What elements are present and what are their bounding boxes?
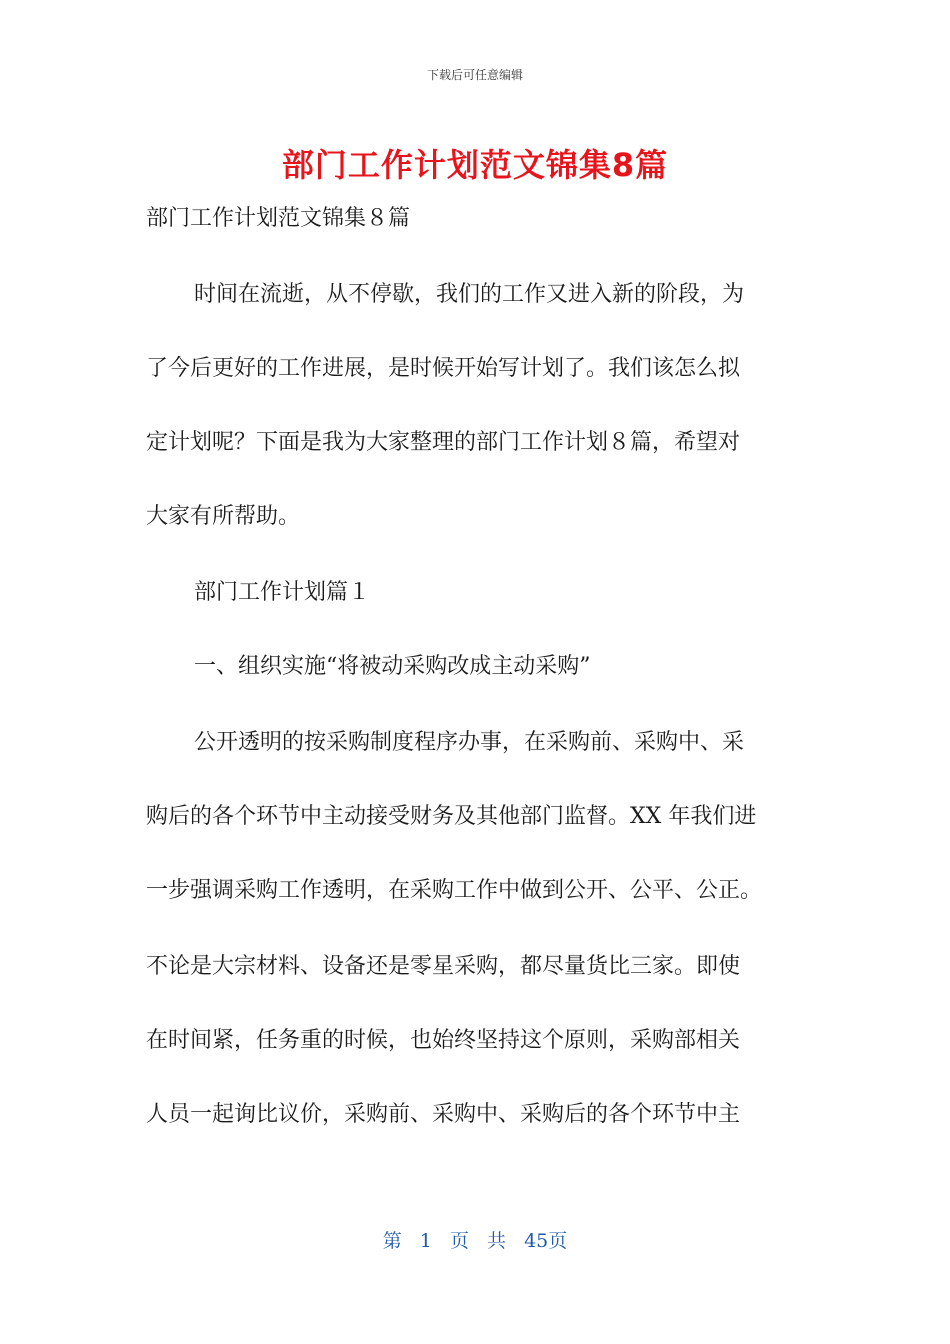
paragraph-line: 人员一起询比议价，采购前、采购中、采购后的各个环节中主: [146, 1102, 741, 1127]
paragraph-line: 不论是大宗材料、设备还是零星采购，都尽量货比三家。即使: [146, 954, 741, 979]
footer-page-unit: 页: [449, 1230, 469, 1252]
paragraph-line: 公开透明的按采购制度程序办事，在采购前、采购中、采: [194, 730, 745, 755]
paragraph-line: 了今后更好的工作进展，是时候开始写计划了。我们该怎么拟: [146, 356, 741, 381]
section-heading: 部门工作计划篇１: [194, 580, 371, 605]
footer-current-page: 1: [419, 1230, 432, 1252]
header-note: 下载后可任意编辑: [426, 68, 523, 82]
paragraph-line: 时间在流逝，从不停歇，我们的工作又进入新的阶段，为: [194, 282, 745, 307]
subsection-heading: 一、组织实施“将被动采购改成主动采购”: [194, 654, 591, 679]
paragraph-line: 大家有所帮助。: [146, 504, 301, 529]
paragraph-line: 购后的各个环节中主动接受财务及其他部门监督。XX 年我们进: [146, 804, 757, 829]
paragraph-line: 定计划呢？下面是我为大家整理的部门工作计划８篇，希望对: [146, 430, 741, 455]
footer-page-label: 第: [382, 1230, 402, 1252]
footer-total-pages: 45页: [524, 1230, 568, 1252]
footer-total-label: 共: [487, 1230, 507, 1252]
paragraph-line: 一步强调采购工作透明，在采购工作中做到公开、公平、公正。: [146, 878, 763, 903]
page-footer: [0, 1226, 950, 1253]
paragraph-line: 在时间紧，任务重的时候，也始终坚持这个原则，采购部相关: [146, 1028, 741, 1053]
document-title: 部门工作计划范文锦集8篇: [281, 146, 669, 184]
subtitle-line: 部门工作计划范文锦集８篇: [146, 206, 411, 231]
